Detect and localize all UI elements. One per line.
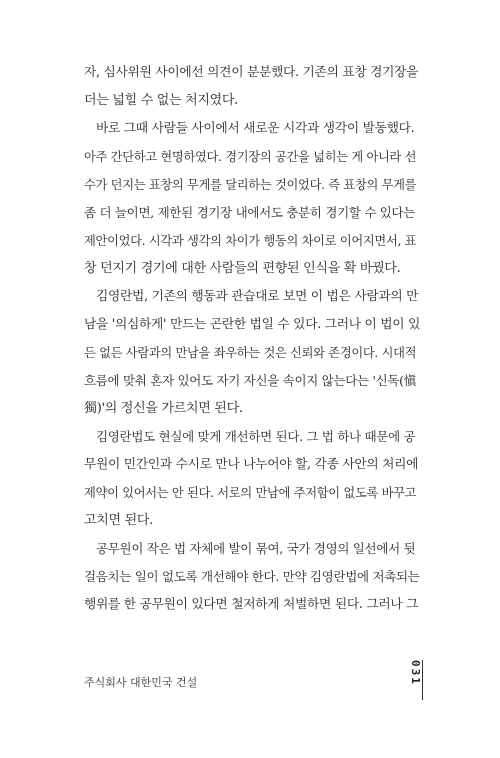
text-line: 獨)'의 정신을 가르치면 된다. (84, 401, 243, 416)
text-line: 흐름에 맞춰 혼자 있어도 자기 자신을 속이지 않는다는 '신독(愼 (84, 373, 416, 388)
text-line: 수가 던지는 표창의 무게를 달리하는 것이었다. 즉 표창의 무게를 (84, 178, 417, 192)
page-number: 031 (408, 660, 423, 700)
text-line: 걸음치는 일이 없도록 개선해야 한다. 만약 김영란법에 저촉되는 (84, 569, 420, 584)
text-line: 공무원이 작은 법 자체에 발이 묶여, 국가 경영의 일선에서 뒷 (96, 541, 416, 556)
text-line: 무원이 민간인과 수시로 만나 나누어야 할, 각종 사안의 처리에 (84, 457, 419, 472)
text-line: 자, 심사위원 사이에선 의견이 분분했다. 기존의 표창 경기장을 (84, 65, 419, 80)
text-line: 창 던지기 경기에 대한 사람들의 편향된 인식을 확 바꿨다. (84, 261, 401, 276)
text-line: 좀 더 늘이면, 제한된 경기장 내에서도 충분히 경기할 수 있다는 (84, 205, 416, 220)
running-footer-title: 주식회사 대한민국 건설 (84, 676, 198, 689)
text-line: 제약이 있어서는 안 된다. 서로의 만남에 주저함이 없도록 바꾸고 (84, 486, 417, 500)
text-line: 더는 넓힐 수 없는 처지였다. (84, 93, 238, 108)
text-line: 김영란법도 현실에 맞게 개선하면 된다. 그 법 하나 때문에 공 (96, 429, 416, 444)
text-line: 제안이었다. 시각과 생각의 차이가 행동의 차이로 이어지면서, 표 (84, 234, 417, 248)
text-line: 고치면 된다. (84, 513, 153, 528)
text-line: 김영란법, 기존의 행동과 관습대로 보면 이 법은 사람과의 만 (96, 289, 419, 304)
text-line: 행위를 한 공무원이 있다면 철저하게 처벌하면 된다. 그러나 그 (84, 597, 419, 612)
text-line: 아주 간단하고 현명하였다. 경기장의 공간을 넓히는 게 아니라 선 (84, 150, 417, 164)
text-line: 남을 '의심하게' 만드는 곤란한 법일 수 있다. 그러나 이 법이 있 (84, 317, 420, 332)
text-line: 든 없든 사람과의 만남을 좌우하는 것은 신뢰와 존경이다. 시대적 (84, 346, 417, 360)
text-line: 바로 그때 사람들 사이에서 새로운 시각과 생각이 발동했다. (96, 121, 415, 136)
